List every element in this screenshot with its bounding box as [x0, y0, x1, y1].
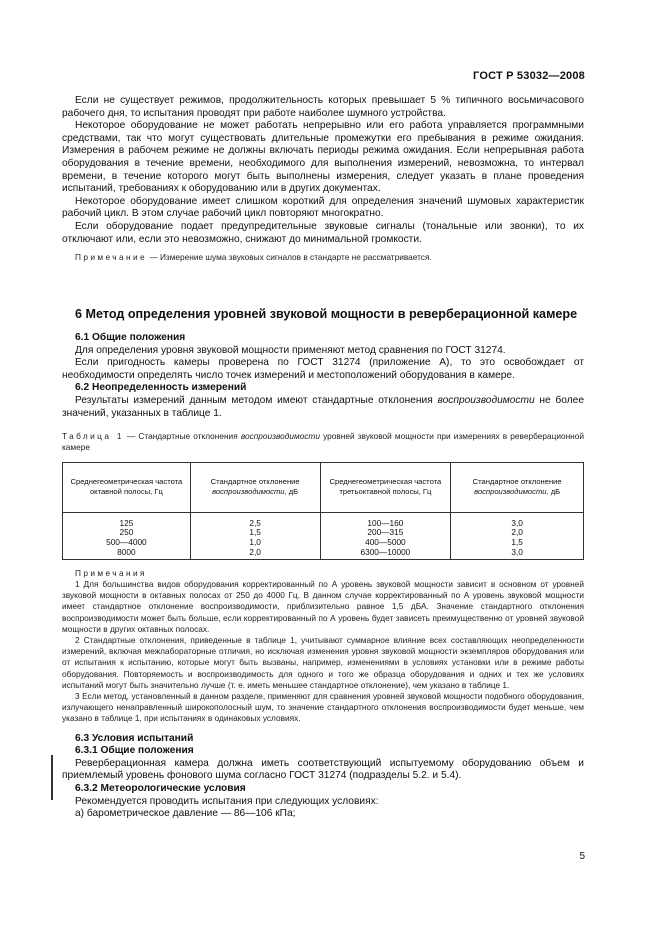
note-1: 1 Для большинства видов оборудования корректированный по А уровень звуковой мощности зависит в основном от уровней звуковой мощности в октавных полосах от 250 до 4000 Гц. В данном случае корректированный по А уровень звуковой мощности имеет стандартное отклонение воспроизводимости, приблизительно равное 1,5 дБА. Значение стандартного отклонения воспроизводимости может быть больше, если корректированный по А уровень будет зависеть преимущественно от уровней звуковой мощности в других октавных полосах. — [62, 578, 584, 634]
subsection-title: 6.3.1 Общие положения — [75, 745, 194, 757]
note-3: 3 Если метод, установленный в данном разделе, применяют для сравнения уровней звуковой мощности подобного оборудования, излучающего ненаправленный широкополосный шум, то значение стандартного отклонения воспроизводимости будет меньше, чем указано в таблице 1, при испытаниях в одинаковых условиях. — [62, 690, 584, 724]
column-header: Стандартное отклонение воспроизводимости, дБ — [451, 462, 584, 512]
table-1 — [62, 462, 584, 560]
table-cell: 200—315 — [320, 528, 451, 538]
subsection-title: 6.2 Неопределенность измерений — [75, 382, 247, 394]
table-cell: 3,0 — [451, 548, 584, 559]
paragraph: Реверберационная камера должна иметь соответствующий испытуемому оборудованию объем и приемлемый уровень фонового шума согласно ГОСТ 31274 (подразделы 5.2. и 5.4). — [62, 757, 584, 782]
subsection-title: 6.3 Условия испытаний — [75, 732, 194, 744]
table-row — [63, 538, 584, 548]
table-cell: 2,0 — [190, 548, 320, 559]
paragraph: Некоторое оборудование имеет слишком короткий для определения значений шумовых характеристик рабочий цикл. В этом случае рабочий цикл повторяют многократно. — [62, 195, 584, 220]
table-cell: 125 — [63, 512, 191, 528]
subsection-title: 6.1 Общие положения — [75, 332, 186, 343]
paragraph: Рекомендуется проводить испытания при следующих условиях: — [75, 795, 379, 807]
paragraph: Если оборудование подает предупредительные звуковые сигналы (тональные или звонки), то их отключают или, если это невозможно, снижают до минимальной громкости. — [62, 220, 584, 245]
note-2: 2 Стандартные отклонения, приведенные в таблице 1, учитывают суммарное влияние всех составляющих неопределенности измерений, включая межлабораторные отличия, но исключая изменения уровня звуковой мощности экземпляров оборудования или от испытания к испытанию, которые могут быть вызваны, например, изменениями в условиях установки или в режиме работы оборудования. Повторяемость и воспроизводимость для одного и того же образца оборудования и одних и тех же условиях испытаний могут быть значительно лучше (т. е. иметь меньшее стандартное отклонение), чем указано в таблице 1. — [62, 634, 584, 690]
table-row — [63, 512, 584, 528]
intro-block — [62, 95, 584, 263]
document-header-id: ГОСТ Р 53032—2008 — [473, 70, 585, 82]
list-item: а) барометрическое давление — 86—106 кПа; — [75, 808, 296, 820]
section-6 — [62, 307, 584, 821]
table-cell: 6300—10000 — [320, 548, 451, 559]
table-row — [63, 548, 584, 559]
page-number: 5 — [579, 851, 585, 862]
table-cell: 2,0 — [451, 528, 584, 538]
table-cell: 500—4000 — [63, 538, 191, 548]
table-notes — [62, 568, 584, 725]
column-header: Стандартное отклонение воспроизводимости, дБ — [190, 462, 320, 512]
table-header-row — [63, 462, 584, 512]
table-cell: 1,5 — [451, 538, 584, 548]
paragraph: Если пригодность камеры проверена по ГОСТ 31274 (приложение А), то это освобождает от необходимости определять число точек измерений и местоположений оборудования в камере. — [62, 357, 584, 381]
table-cell: 8000 — [63, 548, 191, 559]
paragraph: Результаты измерений данным методом имеют стандартные отклонения воспроизводимости не более значений, указанных в таблице 1. — [62, 394, 584, 419]
note-text: — Измерение шума звуковых сигналов в стандарте не рассматривается. — [149, 252, 432, 263]
table-cell: 1,5 — [190, 528, 320, 538]
table-cell: 250 — [63, 528, 191, 538]
section-title: 6 Метод определения уровней звуковой мощности в реверберационной камере — [75, 307, 578, 321]
note — [62, 252, 584, 263]
column-header: Среднегеометрическая частота октавной полосы, Гц — [63, 462, 191, 512]
column-header: Среднегеометрическая частота третьоктавной полосы, Гц — [320, 462, 451, 512]
paragraph: Если не существует режимов, продолжительность которых превышает 5 % типичного восьмичасового рабочего дня, то испытания проводят при работе наиболее шумного устройства. — [62, 95, 584, 119]
paragraph: Для определения уровня звуковой мощности применяют метод сравнения по ГОСТ 31274. — [75, 344, 506, 356]
table-caption: Таблица 1 — Стандартные отклонения воспроизводимости уровней звуковой мощности при измерениях в реверберационной камере — [62, 431, 584, 453]
table-cell: 3,0 — [451, 512, 584, 528]
notes-label: Примечания — [75, 567, 147, 578]
table-cell: 100—160 — [320, 512, 451, 528]
change-bar — [51, 755, 53, 800]
table-cell: 2,5 — [190, 512, 320, 528]
note-label: Примечание — [75, 252, 148, 263]
subsection-title: 6.3.2 Метеорологические условия — [75, 782, 246, 794]
table-cell: 1,0 — [190, 538, 320, 548]
paragraph: Некоторое оборудование не может работать непрерывно или его работа управляется программными средствами, так что могут существовать длительные промежутки его пребывания в режиме ожидания. Измерения в рабочем режиме не должны включать периоды режима ожидания. Если непрерывная работа оборудования в течение времени, необходимого для выполнения измерений, невозможна, то интервал времени, в течение которого могут быть выполнены измерения, следует указать в плане проведения испытаний, требованиях к оборудованию или в других документах. — [62, 120, 584, 195]
table-cell: 400—5000 — [320, 538, 451, 548]
